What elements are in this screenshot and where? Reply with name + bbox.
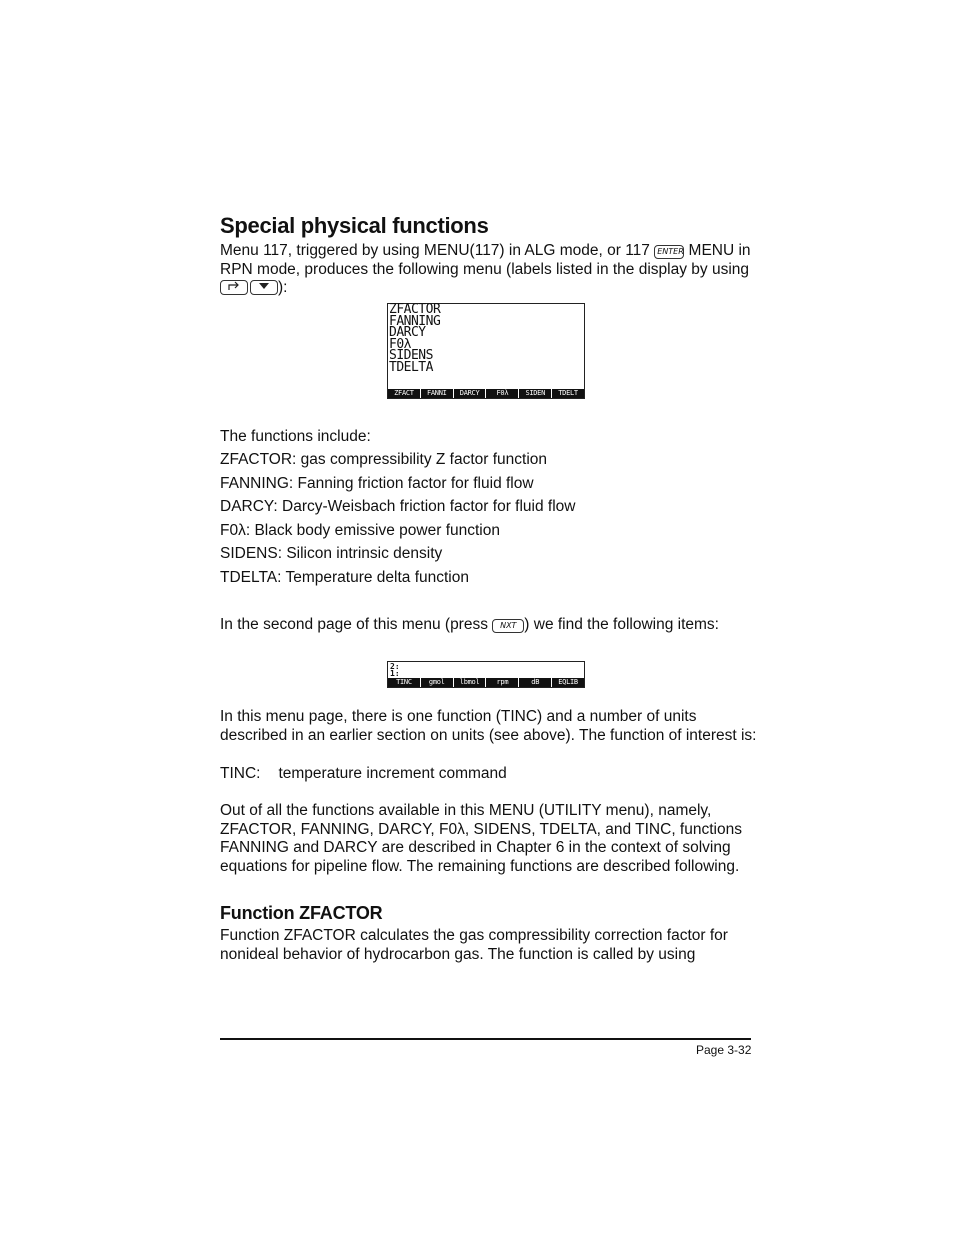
zfactor-paragraph: Function ZFACTOR calculates the gas compressibility correction factor for nonideal behavior of hydrocarbon gas. The function is called by using xyxy=(220,927,728,963)
softkey[interactable]: ZFACT xyxy=(388,389,420,398)
calculator-screen-menu xyxy=(387,303,585,399)
intro-text-2: MENU in RPN mode, produces the following menu (labels listed in the display by using xyxy=(220,242,751,278)
calculator-screen-page2 xyxy=(387,661,585,688)
softkey[interactable]: lbmol xyxy=(454,678,486,687)
screen-line: FANNING xyxy=(389,313,441,329)
softkey[interactable]: F0λ xyxy=(486,389,518,398)
softkey[interactable]: TINC xyxy=(388,678,420,687)
intro-text-3: ): xyxy=(278,279,288,296)
tinc-description: temperature increment command xyxy=(278,765,507,782)
function-item: FANNING: Fanning friction factor for fluid flow xyxy=(220,475,534,492)
screen-line: SIDENS xyxy=(389,348,433,364)
down-arrow-key-icon xyxy=(250,280,278,295)
footer-rule xyxy=(220,1038,751,1040)
functions-summary-paragraph: Out of all the functions available in this MENU (UTILITY menu), namely, ZFACTOR, FANNING, DARCY, F0λ, SIDENS, TDELTA, and TINC, functions FANNING and DARCY are described in Chapter 6 in the context of solving equations for pipeline flow. The remaining functions are described following. xyxy=(220,802,742,875)
menu-page-paragraph: In this menu page, there is one function (TINC) and a number of units described in an earlier section on units (see above). The function of interest is: xyxy=(220,708,757,744)
function-item: SIDENS: Silicon intrinsic density xyxy=(220,545,443,562)
function-item: TDELTA: Temperature delta function xyxy=(220,569,469,586)
function-item: ZFACTOR: gas compressibility Z factor function xyxy=(220,451,548,468)
softkey[interactable]: gmol xyxy=(421,678,453,687)
functions-intro: The functions include: xyxy=(220,428,371,445)
softkey[interactable]: dB xyxy=(519,678,551,687)
intro-paragraph xyxy=(220,242,760,298)
tinc-label: TINC: xyxy=(220,765,261,782)
screen-line: DARCY xyxy=(389,325,426,341)
intro-text-1: Menu 117, triggered by using MENU(117) in ALG mode, or 117 xyxy=(220,242,655,259)
second-page-text xyxy=(220,616,719,634)
screen-line: TDELTA xyxy=(389,359,433,375)
section-heading: Special physical functions xyxy=(220,213,489,238)
softkey[interactable]: EQLIB xyxy=(552,678,584,687)
stack-level: 2: xyxy=(390,662,400,671)
softkey[interactable]: FANNI xyxy=(421,389,453,398)
stack-level: 1: xyxy=(390,669,400,678)
nxt-key-icon: NXT xyxy=(492,619,524,633)
second-page-text-1: In the second page of this menu (press xyxy=(220,616,493,633)
subsection-heading: Function ZFACTOR xyxy=(220,903,383,923)
softkey[interactable]: DARCY xyxy=(454,389,486,398)
screen-line: F0λ xyxy=(389,336,411,352)
right-shift-key-icon xyxy=(220,280,248,295)
enter-key-icon: ENTER xyxy=(654,245,684,259)
softkey[interactable]: TDELT xyxy=(552,389,584,398)
softkey-bar xyxy=(388,389,584,398)
screen-lines xyxy=(389,304,440,374)
softkey[interactable]: SIDEN xyxy=(519,389,551,398)
screen-line: ZFACTOR xyxy=(389,302,441,317)
function-item: F0λ: Black body emissive power function xyxy=(220,522,500,539)
tinc-line xyxy=(220,765,507,783)
stack-levels xyxy=(390,663,400,677)
page-number: Page 3-32 xyxy=(696,1043,752,1057)
softkey[interactable]: rpm xyxy=(486,678,518,687)
softkey-bar xyxy=(388,678,584,687)
second-page-text-2: ) we find the following items: xyxy=(524,616,719,633)
function-item: DARCY: Darcy-Weisbach friction factor for fluid flow xyxy=(220,498,576,515)
